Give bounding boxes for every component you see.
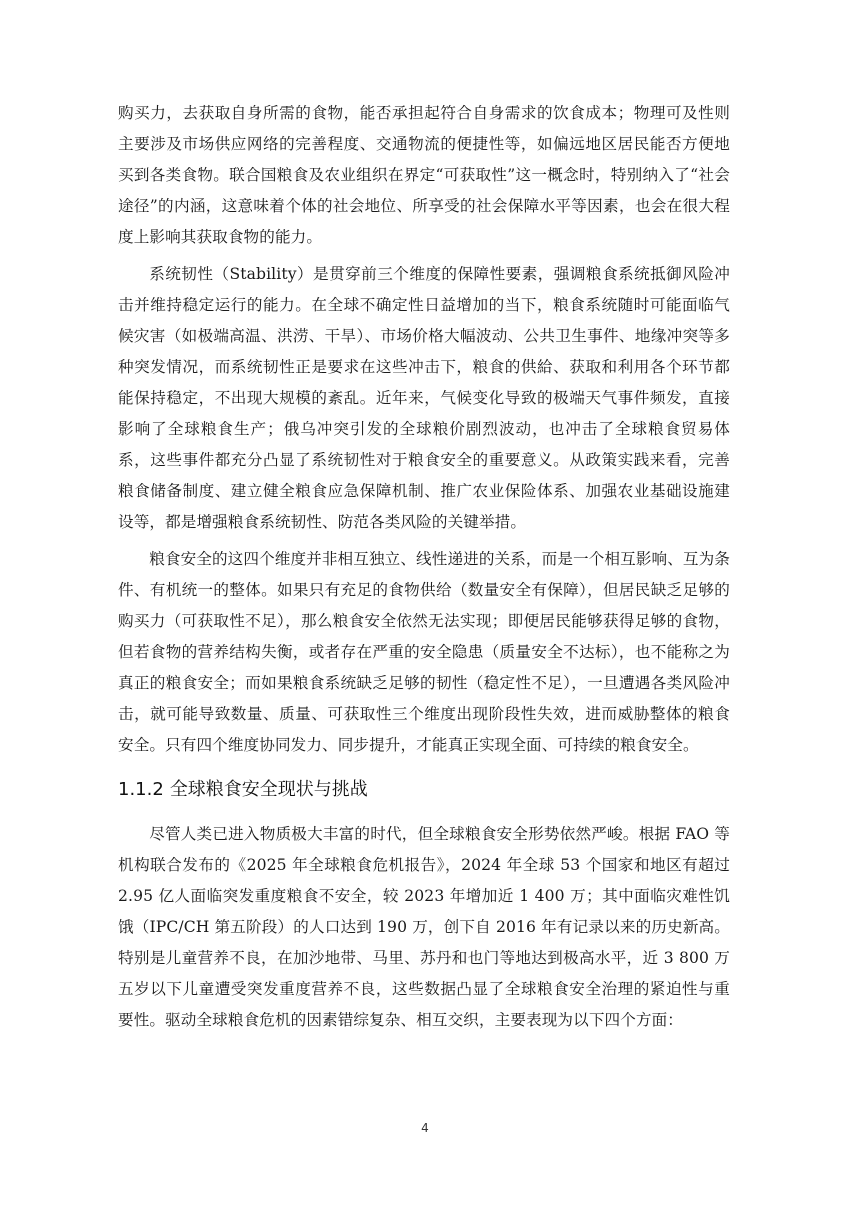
paragraph-four-dimensions: 粮食安全的这四个维度并非相互独立、线性递进的关系，而是一个相互影响、互为条件、有机统一的整体。如果只有充足的食物供给（数量安全有保障），但居民缺乏足够的购买力（可获取性不足），那么粮食安全依然无法实现；即便居民能够获得足够的食物，但若食物的营养结构失衡，或者存在严重的安全隐患（质量安全不达标），也不能称之为真正的粮食安全；而如果粮食系统缺乏足够的韧性（稳定性不足），一旦遭遇各类风险冲击，就可能导致数量、质量、可获取性三个维度出现阶段性失效，进而威胁整体的粮食安全。只有四个维度协同发力、同步提升，才能真正实现全面、可持续的粮食安全。 bbox=[118, 550, 730, 754]
paragraph-purchasing-power: 购买力，去获取自身所需的食物，能否承担起符合自身需求的饮食成本；物理可及性则主要涉及市场供应网络的完善程度、交通物流的便捷性等，如偏远地区居民能否方便地买到各类食物。联合国粮食及农业组织在界定“可获取性”这一概念时，特别纳入了“社会途径”的内涵，这意味着个体的社会地位、所享受的社会保障水平等因素，也会在很大程度上影响其获取食物的能力。 bbox=[118, 104, 730, 246]
paragraph-global-status: 尽管人类已进入物质极大丰富的时代，但全球粮食安全形势依然严峻。根据 FAO 等机构联合发布的《2025 年全球粮食危机报告》，2024 年全球 53 个国家和地区有超过 2.95 亿人面临突发重度粮食不安全，较 2023 年增加近 1 400 万；其中面临灾难性饥饿（IPC/CH 第五阶段）的人口达到 190 万，创下自 2016 年有记录以来的历史新高。特别是儿童营养不良，在加沙地带、马里、苏丹和也门等地达到极高水平，近 3 800 万五岁以下儿童遭受突发重度营养不良，这些数据凸显了全球粮食安全治理的紧迫性与重要性。驱动全球粮食危机的因素错综复杂、相互交织，主要表现为以下四个方面： bbox=[118, 825, 730, 1029]
section-heading bbox=[118, 775, 730, 805]
page-number: 4 bbox=[421, 1121, 429, 1135]
section-number: 1.1.2 bbox=[118, 779, 164, 800]
section-title: 全球粮食安全现状与挑战 bbox=[169, 779, 368, 800]
section-gap-top bbox=[118, 761, 730, 775]
paragraph-stability: 系统韧性（Stability）是贯穿前三个维度的保障性要素，强调粮食系统抵御风险冲击并维持稳定运行的能力。在全球不确定性日益增加的当下，粮食系统随时可能面临气候灾害（如极端高温、洪涝、干旱）、市场价格大幅波动、公共卫生事件、地缘冲突等多种突发情况，而系统韧性正是要求在这些冲击下，粮食的供給、获取和利用各个环节都能保持稳定，不出现大规模的紊乱。近年来，气候变化导致的极端天气事件频发，直接影响了全球粮食生产；俄乌冲突引发的全球粮价剧烈波动，也冲击了全球粮食贸易体系，这些事件都充分凸显了系统韧性对于粮食安全的重要意义。从政策实践来看，完善粮食储备制度、建立健全粮食应急保障机制、推广农业保险体系、加强农业基础设施建设等，都是增强粮食系统韧性、防范各类风险的关键举措。 bbox=[118, 265, 730, 531]
section-gap-bottom bbox=[118, 805, 730, 819]
document-page bbox=[118, 98, 730, 1036]
